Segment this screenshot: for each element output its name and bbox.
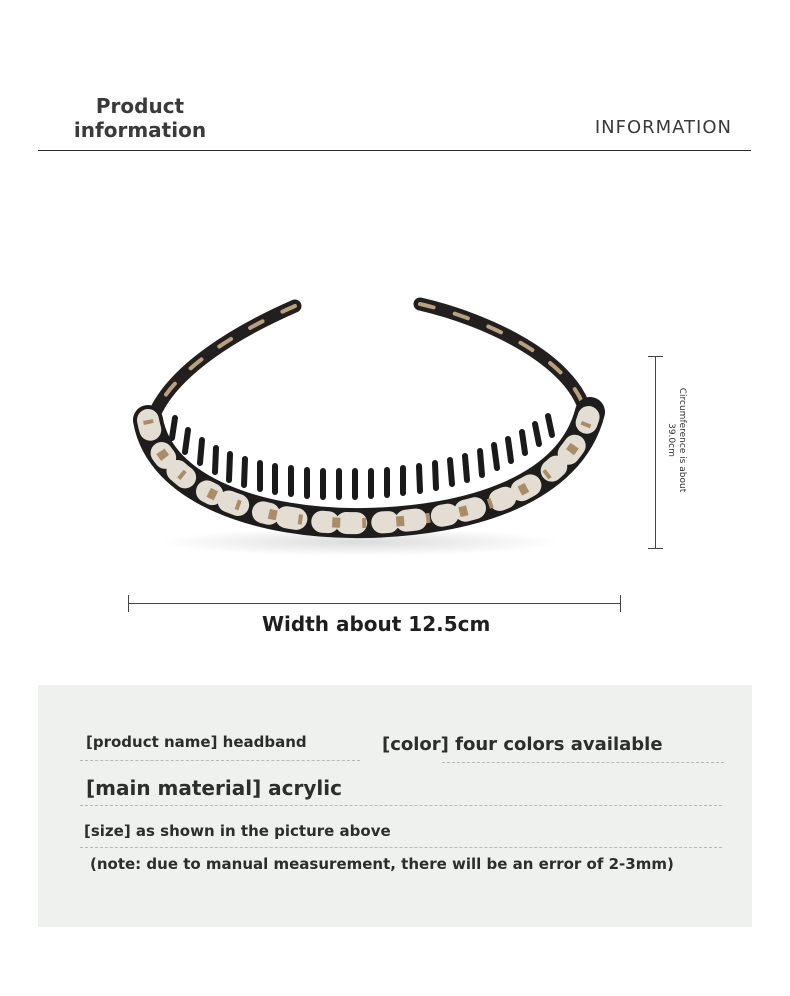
spec-product-name: [product name] headband <box>86 733 307 751</box>
circumference-measure-line <box>655 356 656 548</box>
spec-divider <box>80 847 722 848</box>
spec-color: [color] four colors available <box>382 734 663 755</box>
circumference-cap-bottom <box>648 548 663 549</box>
circumference-label-line-2: 39.0cm <box>666 423 676 457</box>
circumference-label <box>665 388 687 493</box>
headband-back-print <box>152 304 585 420</box>
spec-material: [main material] acrylic <box>86 776 342 800</box>
headband-back <box>152 304 585 420</box>
page-title-line-2: information <box>73 118 207 142</box>
width-label: Width about 12.5cm <box>262 612 491 636</box>
width-measure-line <box>128 603 620 604</box>
circumference-label-line-1: Circumference is about <box>677 387 687 493</box>
width-cap-right <box>620 595 621 612</box>
page-title <box>60 94 220 142</box>
width-cap-left <box>128 595 129 612</box>
spec-size: [size] as shown in the picture above <box>84 822 391 840</box>
spec-divider <box>80 760 360 761</box>
headband-photo <box>130 290 610 560</box>
headband-teeth <box>172 416 552 497</box>
circumference-cap-top <box>648 356 663 357</box>
page-title-line-1: Product <box>95 94 185 118</box>
spec-divider <box>80 805 722 806</box>
spec-divider <box>442 762 724 763</box>
spec-note: (note: due to manual measurement, there will be an error of 2-3mm) <box>90 855 674 873</box>
spec-panel <box>38 685 752 927</box>
header-divider <box>38 150 751 151</box>
section-label: INFORMATION <box>594 117 732 138</box>
